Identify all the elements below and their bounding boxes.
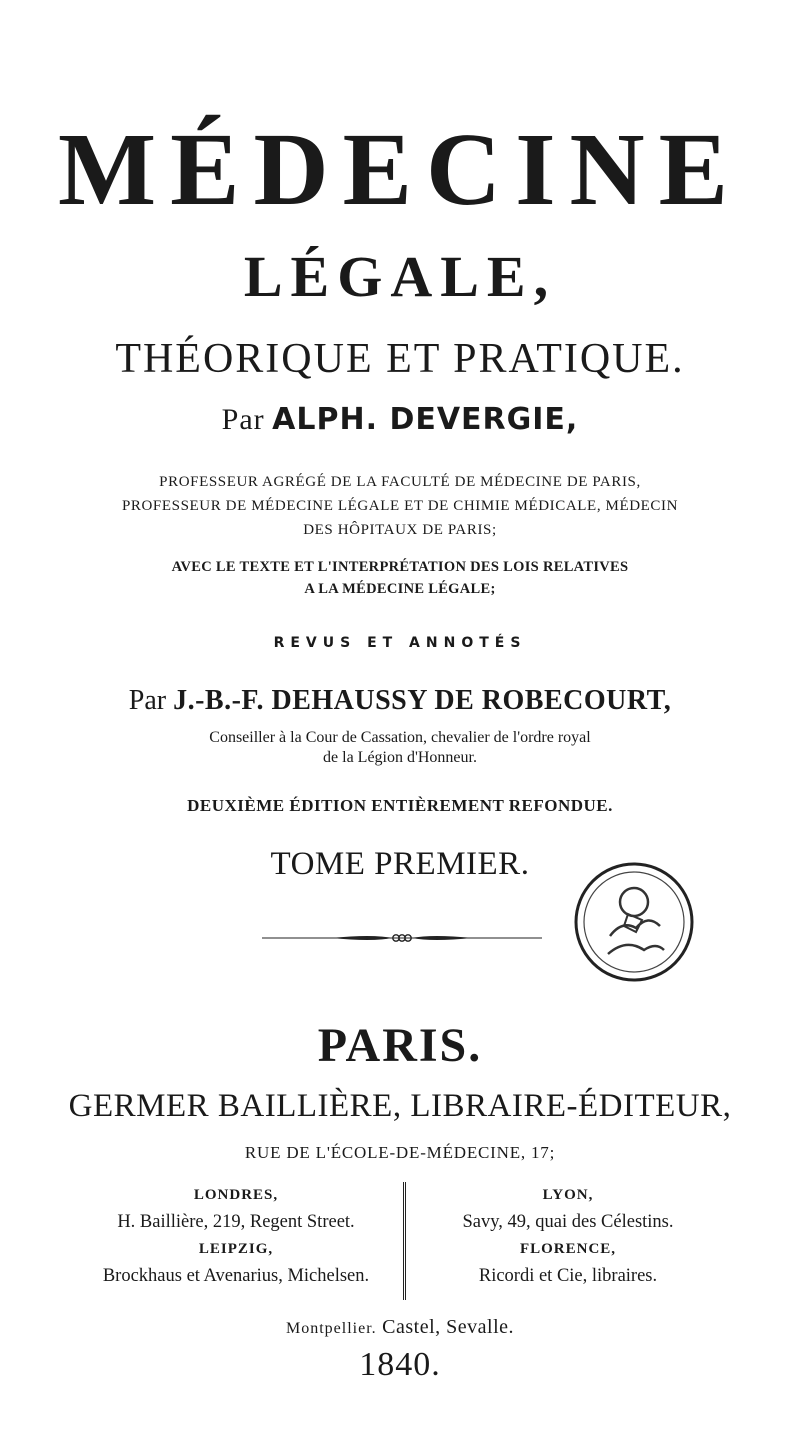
editor-role-line: de la Légion d'Honneur. xyxy=(323,749,477,766)
agent-line: Ricordi et Cie, libraires. xyxy=(478,1266,658,1286)
contents-line: A LA MÉDECINE LÉGALE; xyxy=(304,581,496,597)
library-stamp-icon xyxy=(570,858,698,986)
agent-city: FLORENCE, xyxy=(519,1241,617,1257)
editor-prefix: Par xyxy=(128,685,167,716)
agent-city: LONDRES, xyxy=(193,1187,279,1203)
contents-description xyxy=(0,556,800,600)
credential-line: PROFESSEUR DE MÉDECINE LÉGALE ET DE CHIMIE MÉDICALE, MÉDECIN xyxy=(121,498,679,514)
author-credentials xyxy=(0,470,800,542)
subtitle-theorique: THÉORIQUE ET PRATIQUE. xyxy=(115,336,685,382)
main-title: MÉDECINE xyxy=(57,112,743,227)
revised-notice: REVUS ET ANNOTÉS xyxy=(273,635,527,651)
contents-line: AVEC LE TEXTE ET L'INTERPRÉTATION DES LOIS RELATIVES xyxy=(171,559,629,575)
credential-line: PROFESSEUR AGRÉGÉ DE LA FACULTÉ DE MÉDECINE DE PARIS, xyxy=(159,474,641,490)
montpellier-sellers: Castel, Sevalle. xyxy=(382,1316,514,1338)
publisher-address: RUE DE L'ÉCOLE-DE-MÉDECINE, 17; xyxy=(244,1143,556,1162)
montpellier-label: Montpellier. xyxy=(285,1320,377,1337)
edition-statement: DEUXIÈME ÉDITION ENTIÈREMENT REFONDUE. xyxy=(187,796,613,815)
author-name: ALPH. DEVERGIE, xyxy=(272,402,579,437)
agents-right-column xyxy=(398,1182,738,1290)
agent-line: Savy, 49, quai des Célestins. xyxy=(462,1212,674,1232)
author-prefix: Par xyxy=(221,403,265,436)
agent-line: H. Baillière, 219, Regent Street. xyxy=(117,1212,355,1232)
publisher-name: GERMER BAILLIÈRE, LIBRAIRE-ÉDITEUR, xyxy=(68,1088,732,1124)
agent-city: LYON, xyxy=(542,1187,594,1203)
agents-left-column xyxy=(66,1182,406,1290)
agent-line: Brockhaus et Avenarius, Michelsen. xyxy=(102,1266,370,1286)
editor-role-line: Conseiller à la Cour de Cassation, chevalier de l'ordre royal xyxy=(209,729,591,746)
editor-line xyxy=(0,687,800,715)
imprint-city: PARIS. xyxy=(317,1019,483,1072)
publication-year: 1840. xyxy=(359,1346,441,1383)
ornamental-rule xyxy=(262,933,542,943)
agent-city: LEIPZIG, xyxy=(198,1241,274,1257)
editor-name: J.-B.-F. DEHAUSSY DE ROBECOURT, xyxy=(173,685,672,716)
subtitle: LÉGALE, xyxy=(243,244,557,309)
author-line xyxy=(0,402,800,437)
editor-role xyxy=(0,728,800,768)
volume-label: TOME PREMIER. xyxy=(270,846,530,882)
montpellier-line xyxy=(0,1316,800,1339)
credential-line: DES HÔPITAUX DE PARIS; xyxy=(303,522,497,538)
